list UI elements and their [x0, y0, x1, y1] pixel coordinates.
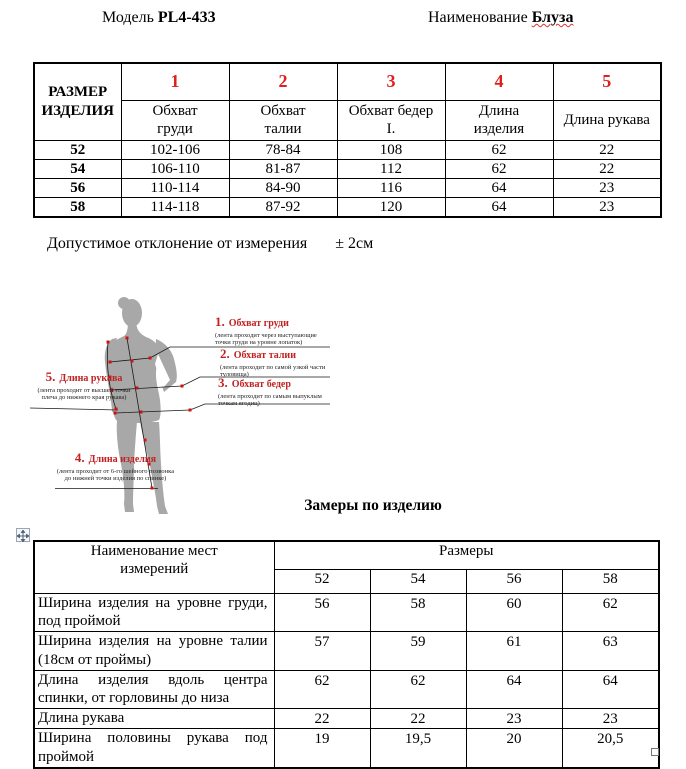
value-cell: 87-92	[229, 197, 337, 217]
value-cell: 56	[274, 593, 370, 632]
size-chart-corner-header: РАЗМЕР ИЗДЕЛИЯ	[34, 63, 121, 140]
value-cell: 81-87	[229, 159, 337, 178]
table-row	[34, 197, 661, 217]
figure-label-title: Обхват талии	[233, 350, 296, 361]
move-arrows-icon	[17, 530, 29, 542]
value-cell: 22	[370, 709, 466, 729]
table-row	[34, 159, 661, 178]
value-cell: 19	[274, 729, 370, 768]
table-row	[34, 670, 659, 709]
column-header: Длина изделия	[445, 100, 553, 140]
value-cell: 61	[466, 632, 562, 671]
column-number: 5	[553, 63, 661, 100]
table-row	[34, 632, 659, 671]
measurement-name: Длина рукава	[34, 709, 274, 729]
garment-measurements-table	[33, 540, 660, 769]
value-cell: 110-114	[121, 178, 229, 197]
value-cell: 62	[445, 140, 553, 159]
table-row	[34, 729, 659, 768]
figure-label-number: 5.	[45, 369, 56, 384]
figure-label-note: (лента проходит по самым выпуклым точкам ягодиц)	[218, 393, 322, 408]
column-number: 4	[445, 63, 553, 100]
figure-label-length	[53, 450, 178, 482]
value-cell: 22	[274, 709, 370, 729]
value-cell: 62	[370, 670, 466, 709]
value-cell: 106-110	[121, 159, 229, 178]
name-value: Блуза	[531, 9, 574, 26]
figure-label-number: 4.	[74, 450, 85, 465]
value-cell: 60	[466, 593, 562, 632]
sizes-header: Размеры	[274, 541, 659, 569]
name-line	[428, 9, 573, 27]
value-cell: 23	[466, 709, 562, 729]
size-column-header: 52	[274, 569, 370, 593]
value-cell: 78-84	[229, 140, 337, 159]
value-cell: 62	[562, 593, 659, 632]
figure-label-title: Длина изделия	[88, 454, 157, 465]
model-line	[102, 9, 216, 27]
model-label: Модель	[102, 9, 154, 26]
table-row	[34, 178, 661, 197]
value-cell: 22	[553, 159, 661, 178]
table-row	[34, 709, 659, 729]
value-cell: 22	[553, 140, 661, 159]
measurement-name: Ширина изделия на уровне талии (18см от проймы)	[34, 632, 274, 671]
figure-label-chest	[215, 314, 333, 346]
figure-label-title: Длина рукава	[59, 373, 123, 384]
size-cell: 56	[34, 178, 121, 197]
size-column-header: 56	[466, 569, 562, 593]
value-cell: 64	[562, 670, 659, 709]
figure-label-note: (лента проходит через выступающие точки груди на уровне лопаток)	[215, 332, 317, 347]
column-header: Обхват талии	[229, 100, 337, 140]
figure-label-waist	[220, 346, 326, 378]
value-cell: 58	[370, 593, 466, 632]
value-cell: 108	[337, 140, 445, 159]
measurement-figure	[28, 292, 338, 527]
value-cell: 23	[562, 709, 659, 729]
measurement-name: Ширина половины рукава под проймой	[34, 729, 274, 768]
measurement-name-header: Наименование мест измерений	[34, 541, 274, 593]
value-cell: 20	[466, 729, 562, 768]
value-cell: 57	[274, 632, 370, 671]
figure-label-number: 1.	[215, 314, 225, 329]
value-cell: 64	[466, 670, 562, 709]
figure-label-note: (лента проходит от 6-го шейного позвонка до нижней точки изделия по спинке)	[56, 468, 175, 483]
model-value: PL4-433	[157, 9, 216, 26]
column-header: Длина рукава	[553, 100, 661, 140]
figure-label-note: (лента проходит по самой узкой части туловища)	[220, 364, 326, 379]
value-cell: 102-106	[121, 140, 229, 159]
figure-label-hips	[218, 375, 334, 407]
size-cell: 52	[34, 140, 121, 159]
value-cell: 64	[445, 178, 553, 197]
tolerance-text: Допустимое отклонение от измерения	[47, 235, 308, 252]
figure-label-sleeve	[34, 369, 134, 401]
figure-label-title: Обхват бедер	[231, 379, 291, 390]
section-title: Замеры по изделию	[304, 497, 442, 514]
size-column-header: 58	[562, 569, 659, 593]
value-cell: 63	[562, 632, 659, 671]
measurement-name: Длина изделия вдоль центра спинки, от горловины до низа	[34, 670, 274, 709]
figure-label-number: 2.	[220, 346, 230, 361]
value-cell: 20,5	[562, 729, 659, 768]
value-cell: 59	[370, 632, 466, 671]
value-cell: 62	[274, 670, 370, 709]
table-resize-handle[interactable]	[651, 748, 659, 756]
value-cell: 19,5	[370, 729, 466, 768]
size-column-header: 54	[370, 569, 466, 593]
value-cell: 116	[337, 178, 445, 197]
value-cell: 23	[553, 178, 661, 197]
value-cell: 112	[337, 159, 445, 178]
value-cell: 120	[337, 197, 445, 217]
column-header: Обхват груди	[121, 100, 229, 140]
figure-label-note: (лента проходит от высшей точки плеча до нижнего края рукава)	[37, 387, 131, 402]
name-label: Наименование	[428, 9, 528, 26]
tolerance-note	[47, 235, 373, 253]
size-cell: 54	[34, 159, 121, 178]
value-cell: 64	[445, 197, 553, 217]
figure-label-number: 3.	[218, 375, 228, 390]
size-chart-table	[33, 62, 662, 218]
measurement-name: Ширина изделия на уровне груди, под проймой	[34, 593, 274, 632]
value-cell: 62	[445, 159, 553, 178]
table-row	[34, 593, 659, 632]
column-number: 3	[337, 63, 445, 100]
column-number: 1	[121, 63, 229, 100]
value-cell: 114-118	[121, 197, 229, 217]
tolerance-value: ± 2см	[335, 235, 374, 252]
size-cell: 58	[34, 197, 121, 217]
value-cell: 84-90	[229, 178, 337, 197]
table-row	[34, 140, 661, 159]
table-move-handle[interactable]	[16, 528, 30, 542]
column-header: Обхват бедер I.	[337, 100, 445, 140]
figure-label-title: Обхват груди	[228, 318, 289, 329]
column-number: 2	[229, 63, 337, 100]
page-header	[0, 9, 686, 29]
value-cell: 23	[553, 197, 661, 217]
